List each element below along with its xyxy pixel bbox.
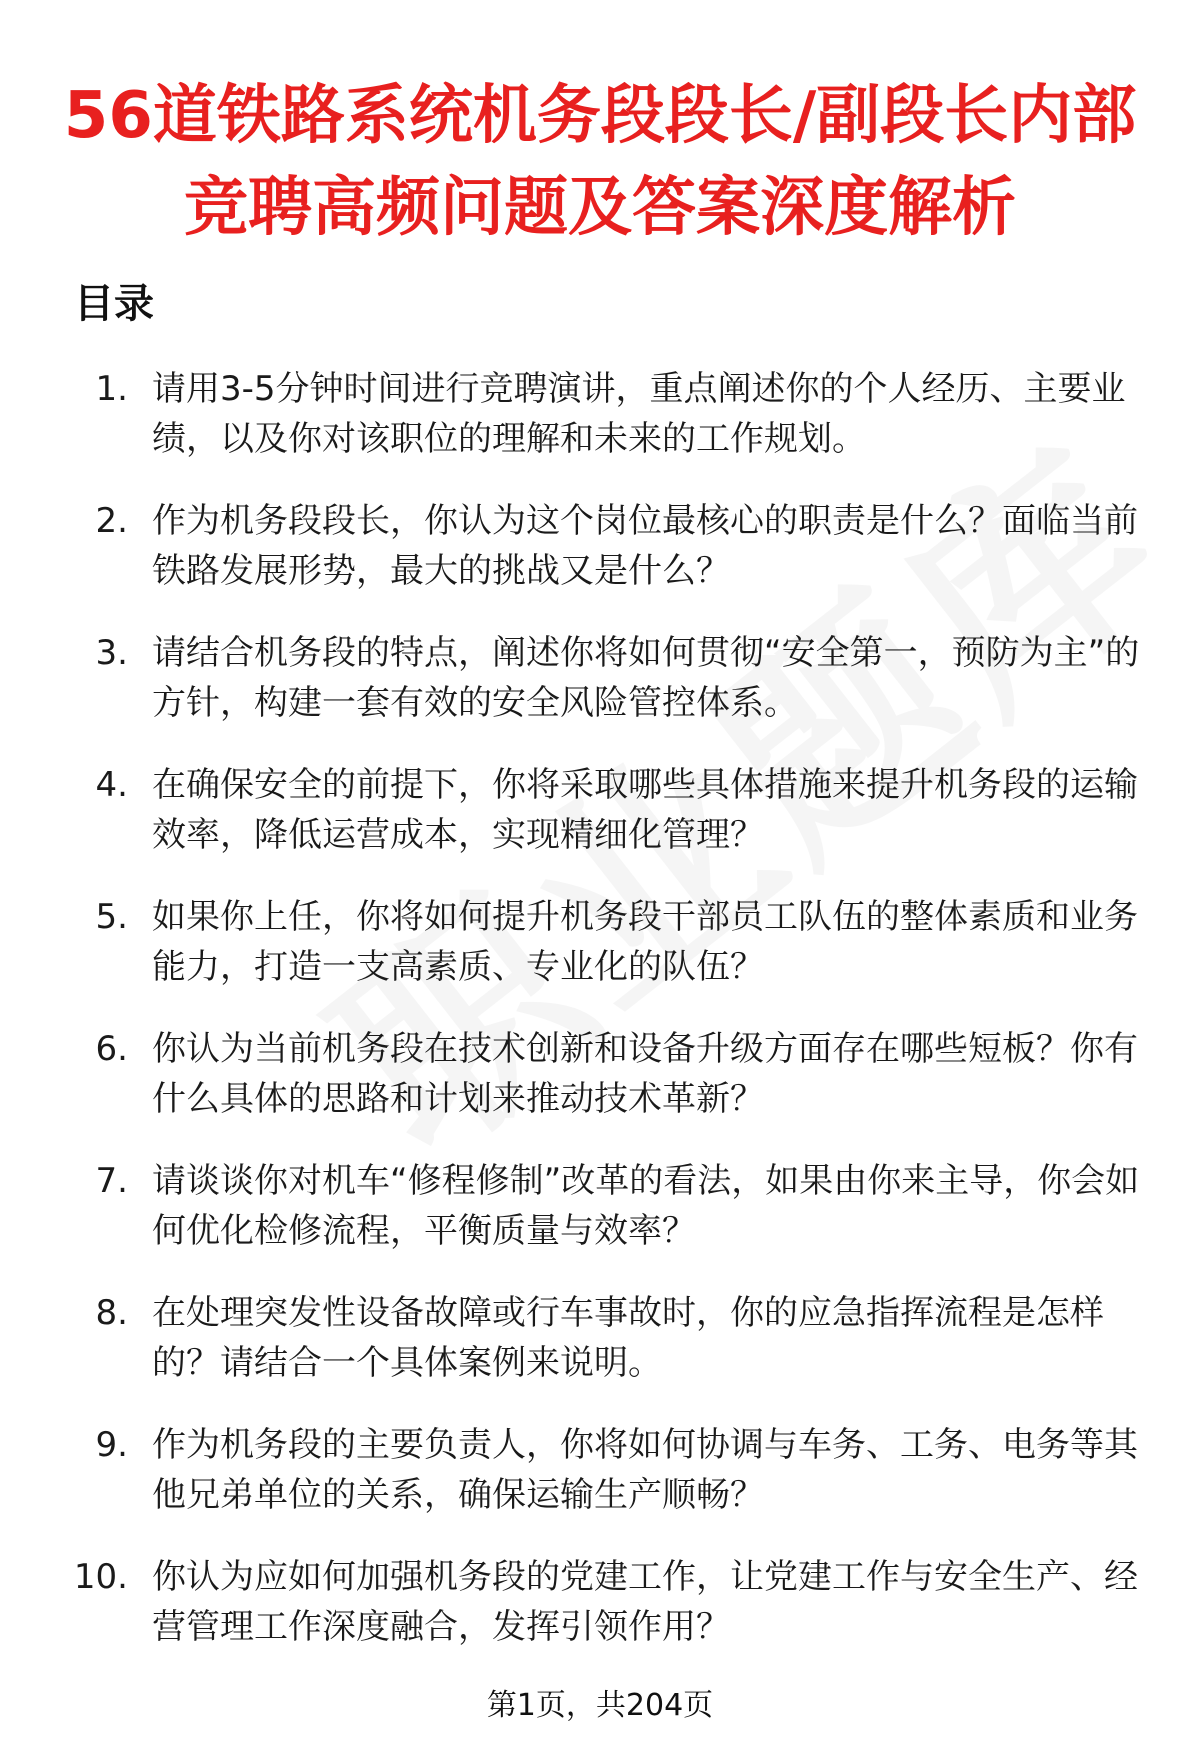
question-item bbox=[46, 892, 1146, 1024]
question-number: 4. bbox=[95, 765, 128, 805]
question-list bbox=[46, 364, 1146, 1684]
question-text: 你认为应如何加强机务段的党建工作，让党建工作与安全生产、经营管理工作深度融合，发挥引领作用？ bbox=[152, 1557, 1138, 1647]
question-number: 10. bbox=[73, 1557, 128, 1597]
question-text: 作为机务段段长，你认为这个岗位最核心的职责是什么？面临当前铁路发展形势，最大的挑战又是什么？ bbox=[152, 501, 1138, 591]
question-item bbox=[46, 1024, 1146, 1156]
question-item bbox=[46, 1156, 1146, 1288]
question-number: 9. bbox=[95, 1425, 128, 1465]
question-number: 8. bbox=[95, 1293, 128, 1333]
question-item bbox=[46, 1420, 1146, 1552]
question-text: 你认为当前机务段在技术创新和设备升级方面存在哪些短板？你有什么具体的思路和计划来推动技术革新？ bbox=[152, 1029, 1138, 1119]
page-title: 56道铁路系统机务段段长/副段长内部竞聘高频问题及答案深度解析 bbox=[63, 79, 1137, 245]
question-item bbox=[46, 1552, 1146, 1684]
question-text: 如果你上任，你将如何提升机务段干部员工队伍的整体素质和业务能力，打造一支高素质、专业化的队伍？ bbox=[152, 897, 1138, 987]
question-number: 1. bbox=[95, 369, 128, 409]
question-text: 请用3-5分钟时间进行竞聘演讲，重点阐述你的个人经历、主要业绩，以及你对该职位的理解和未来的工作规划。 bbox=[152, 369, 1126, 459]
question-number: 5. bbox=[95, 897, 128, 937]
question-text: 作为机务段的主要负责人，你将如何协调与车务、工务、电务等其他兄弟单位的关系，确保运输生产顺畅？ bbox=[152, 1425, 1138, 1515]
question-number: 3. bbox=[95, 633, 128, 673]
question-item bbox=[46, 760, 1146, 892]
question-number: 6. bbox=[95, 1029, 128, 1069]
question-text: 在确保安全的前提下，你将采取哪些具体措施来提升机务段的运输效率，降低运营成本，实现精细化管理？ bbox=[152, 765, 1138, 855]
question-text: 请结合机务段的特点，阐述你将如何贯彻“安全第一，预防为主”的方针，构建一套有效的安全风险管控体系。 bbox=[152, 633, 1140, 723]
page-number: 第1页，共204页 bbox=[486, 1688, 714, 1723]
question-item bbox=[46, 628, 1146, 760]
question-item bbox=[46, 496, 1146, 628]
question-number: 2. bbox=[95, 501, 128, 541]
question-text: 请谈谈你对机车“修程修制”改革的看法，如果由你来主导，你会如何优化检修流程，平衡质量与效率？ bbox=[152, 1161, 1140, 1251]
toc-heading: 目录 bbox=[74, 281, 154, 327]
question-number: 7. bbox=[95, 1161, 128, 1201]
question-item bbox=[46, 1288, 1146, 1420]
question-item bbox=[46, 364, 1146, 496]
question-text: 在处理突发性设备故障或行车事故时，你的应急指挥流程是怎样的？请结合一个具体案例来说明。 bbox=[152, 1293, 1104, 1383]
